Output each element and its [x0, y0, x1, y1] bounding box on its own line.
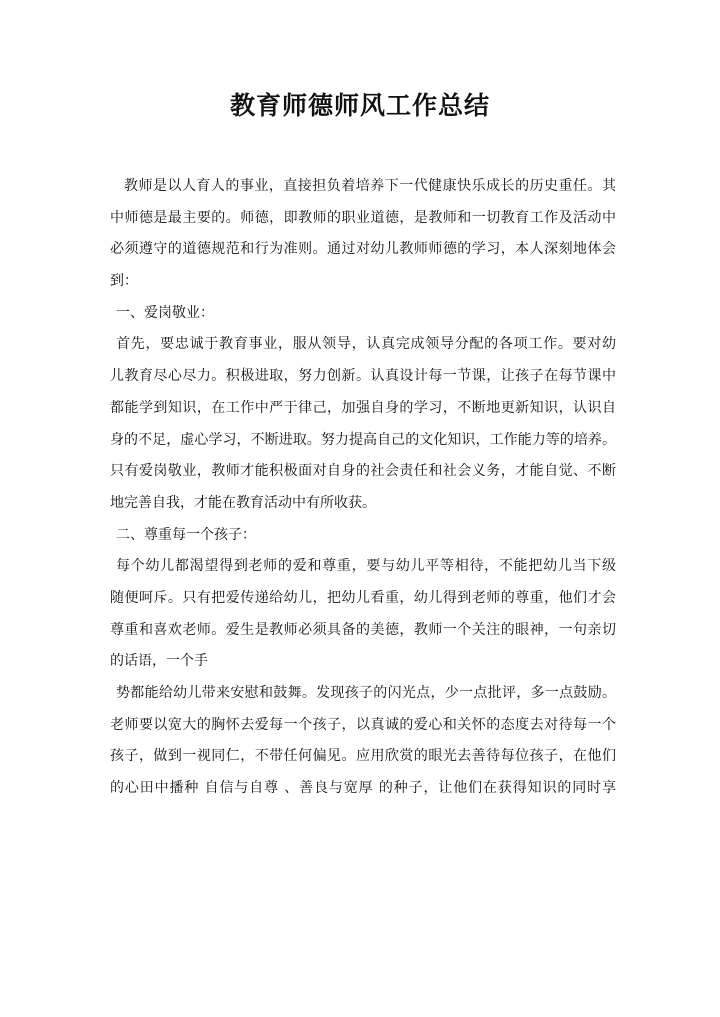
paragraph-line: 的心田中播种 自信与自尊 、善良与宽厚 的种子，让他们在获得知识的同时享	[110, 780, 616, 797]
paragraph-line: 势都能给幼儿带来安慰和鼓舞。发现孩子的闪光点，少一点批评，多一点鼓励。	[116, 685, 616, 701]
paragraph-line: 首先，要忠诚于教育事业，服从领导，认真完成领导分配的各项工作。要对幼	[116, 336, 616, 353]
paragraph-line: 教师是以人育人的事业，直接担负着培养下一代健康快乐成长的历史重任。其	[124, 178, 616, 194]
paragraph-line: 每个幼儿都渴望得到老师的爱和尊重，要与幼儿平等相待，不能把幼儿当下级	[116, 558, 616, 575]
page-title: 教育师德师风工作总结	[229, 91, 490, 120]
document-body	[110, 171, 616, 805]
paragraph-line: 都能学到知识，在工作中严于律己，加强自身的学习，不断地更新知识，认识自	[110, 399, 616, 416]
paragraph-line: 尊重和喜欢老师。爱生是教师必须具备的美德，教师一个关注的眼神，一句亲切	[110, 621, 616, 638]
paragraph-line: 孩子，做到一视同仁，不带任何偏见。应用欣赏的眼光去善待每位孩子，在他们	[110, 748, 616, 765]
paragraph-line: 老师要以宽大的胸怀去爱每一个孩子，以真诚的爱心和关怀的态度去对待每一个	[110, 716, 616, 733]
paragraph-line: 只有爱岗敬业，教师才能积极面对自身的社会责任和社会义务，才能自觉、不断	[110, 463, 616, 480]
paragraph-line: 儿教育尽心尽力。积极进取，努力创新。认真设计每一节课，让孩子在每节课中	[110, 368, 616, 385]
section-heading: 二、尊重每一个孩子：	[116, 526, 256, 543]
paragraph-line: 的话语，一个手	[110, 653, 208, 670]
paragraph-line: 地完善自我，才能在教育活动中有所收获。	[110, 494, 376, 511]
section-heading: 一、爱岗敬业：	[116, 304, 214, 321]
paragraph-line: 必须遵守的道德规范和行为准则。通过对幼儿教师师德的学习，本人深刻地体会	[110, 241, 616, 258]
paragraph-line: 到：	[110, 273, 138, 290]
paragraph-line: 中师德是最主要的。师德，即教师的职业道德，是教师和一切教育工作及活动中	[110, 209, 616, 226]
paragraph-line: 随便呵斥。只有把爱传递给幼儿，把幼儿看重，幼儿得到老师的尊重，他们才会	[110, 589, 616, 606]
paragraph-line: 身的不足，虚心学习，不断进取。努力提高自己的文化知识，工作能力等的培养。	[110, 431, 616, 448]
